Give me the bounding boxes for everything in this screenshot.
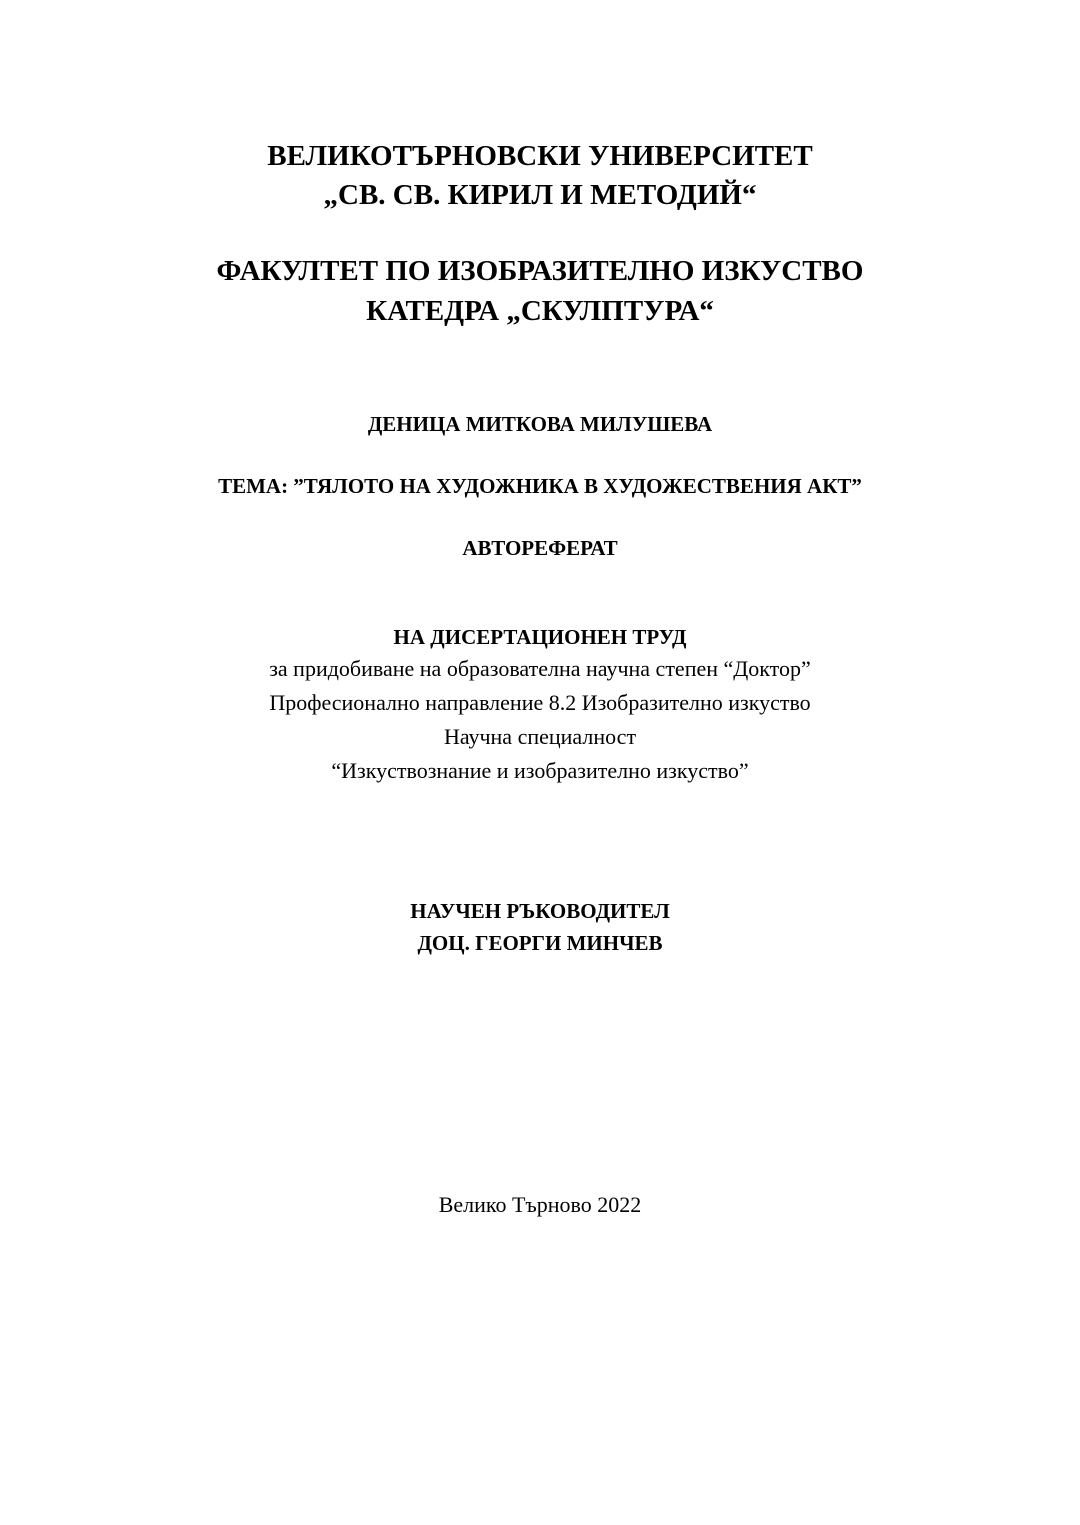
degree-line: за придобиване на образователна научна степен “Доктор” <box>269 656 811 681</box>
dissertation-heading: НА ДИСЕРТАЦИОНЕН ТРУД <box>393 625 687 649</box>
place-and-year: Велико Търново 2022 <box>438 1192 642 1217</box>
faculty-name: ФАКУЛТЕТ ПО ИЗОБРАЗИТЕЛНО ИЗКУСТВО <box>216 255 864 287</box>
specialty-label: Научна специалност <box>443 724 637 749</box>
author-name: ДЕНИЦА МИТКОВА МИЛУШЕВА <box>367 412 713 436</box>
supervisor-name: ДОЦ. ГЕОРГИ МИНЧЕВ <box>417 931 663 955</box>
university-patron: „СВ. СВ. КИРИЛ И МЕТОДИЙ“ <box>323 179 757 211</box>
document-type: АВТОРЕФЕРАТ <box>462 536 618 560</box>
university-name: ВЕЛИКОТЪРНОВСКИ УНИВЕРСИТЕТ <box>267 140 813 172</box>
professional-field-line: Професионално направление 8.2 Изобразително изкуство <box>269 690 811 715</box>
supervisor-label: НАУЧЕН РЪКОВОДИТЕЛ <box>410 899 670 923</box>
specialty-name: “Изкуствознание и изобразително изкуство” <box>331 758 749 783</box>
dissertation-topic: ТЕМА: ”ТЯЛОТО НА ХУДОЖНИКА В ХУДОЖЕСТВЕНИЯ АКТ” <box>218 474 862 498</box>
department-name: КАТЕДРА „СКУЛПТУРА“ <box>366 295 714 327</box>
